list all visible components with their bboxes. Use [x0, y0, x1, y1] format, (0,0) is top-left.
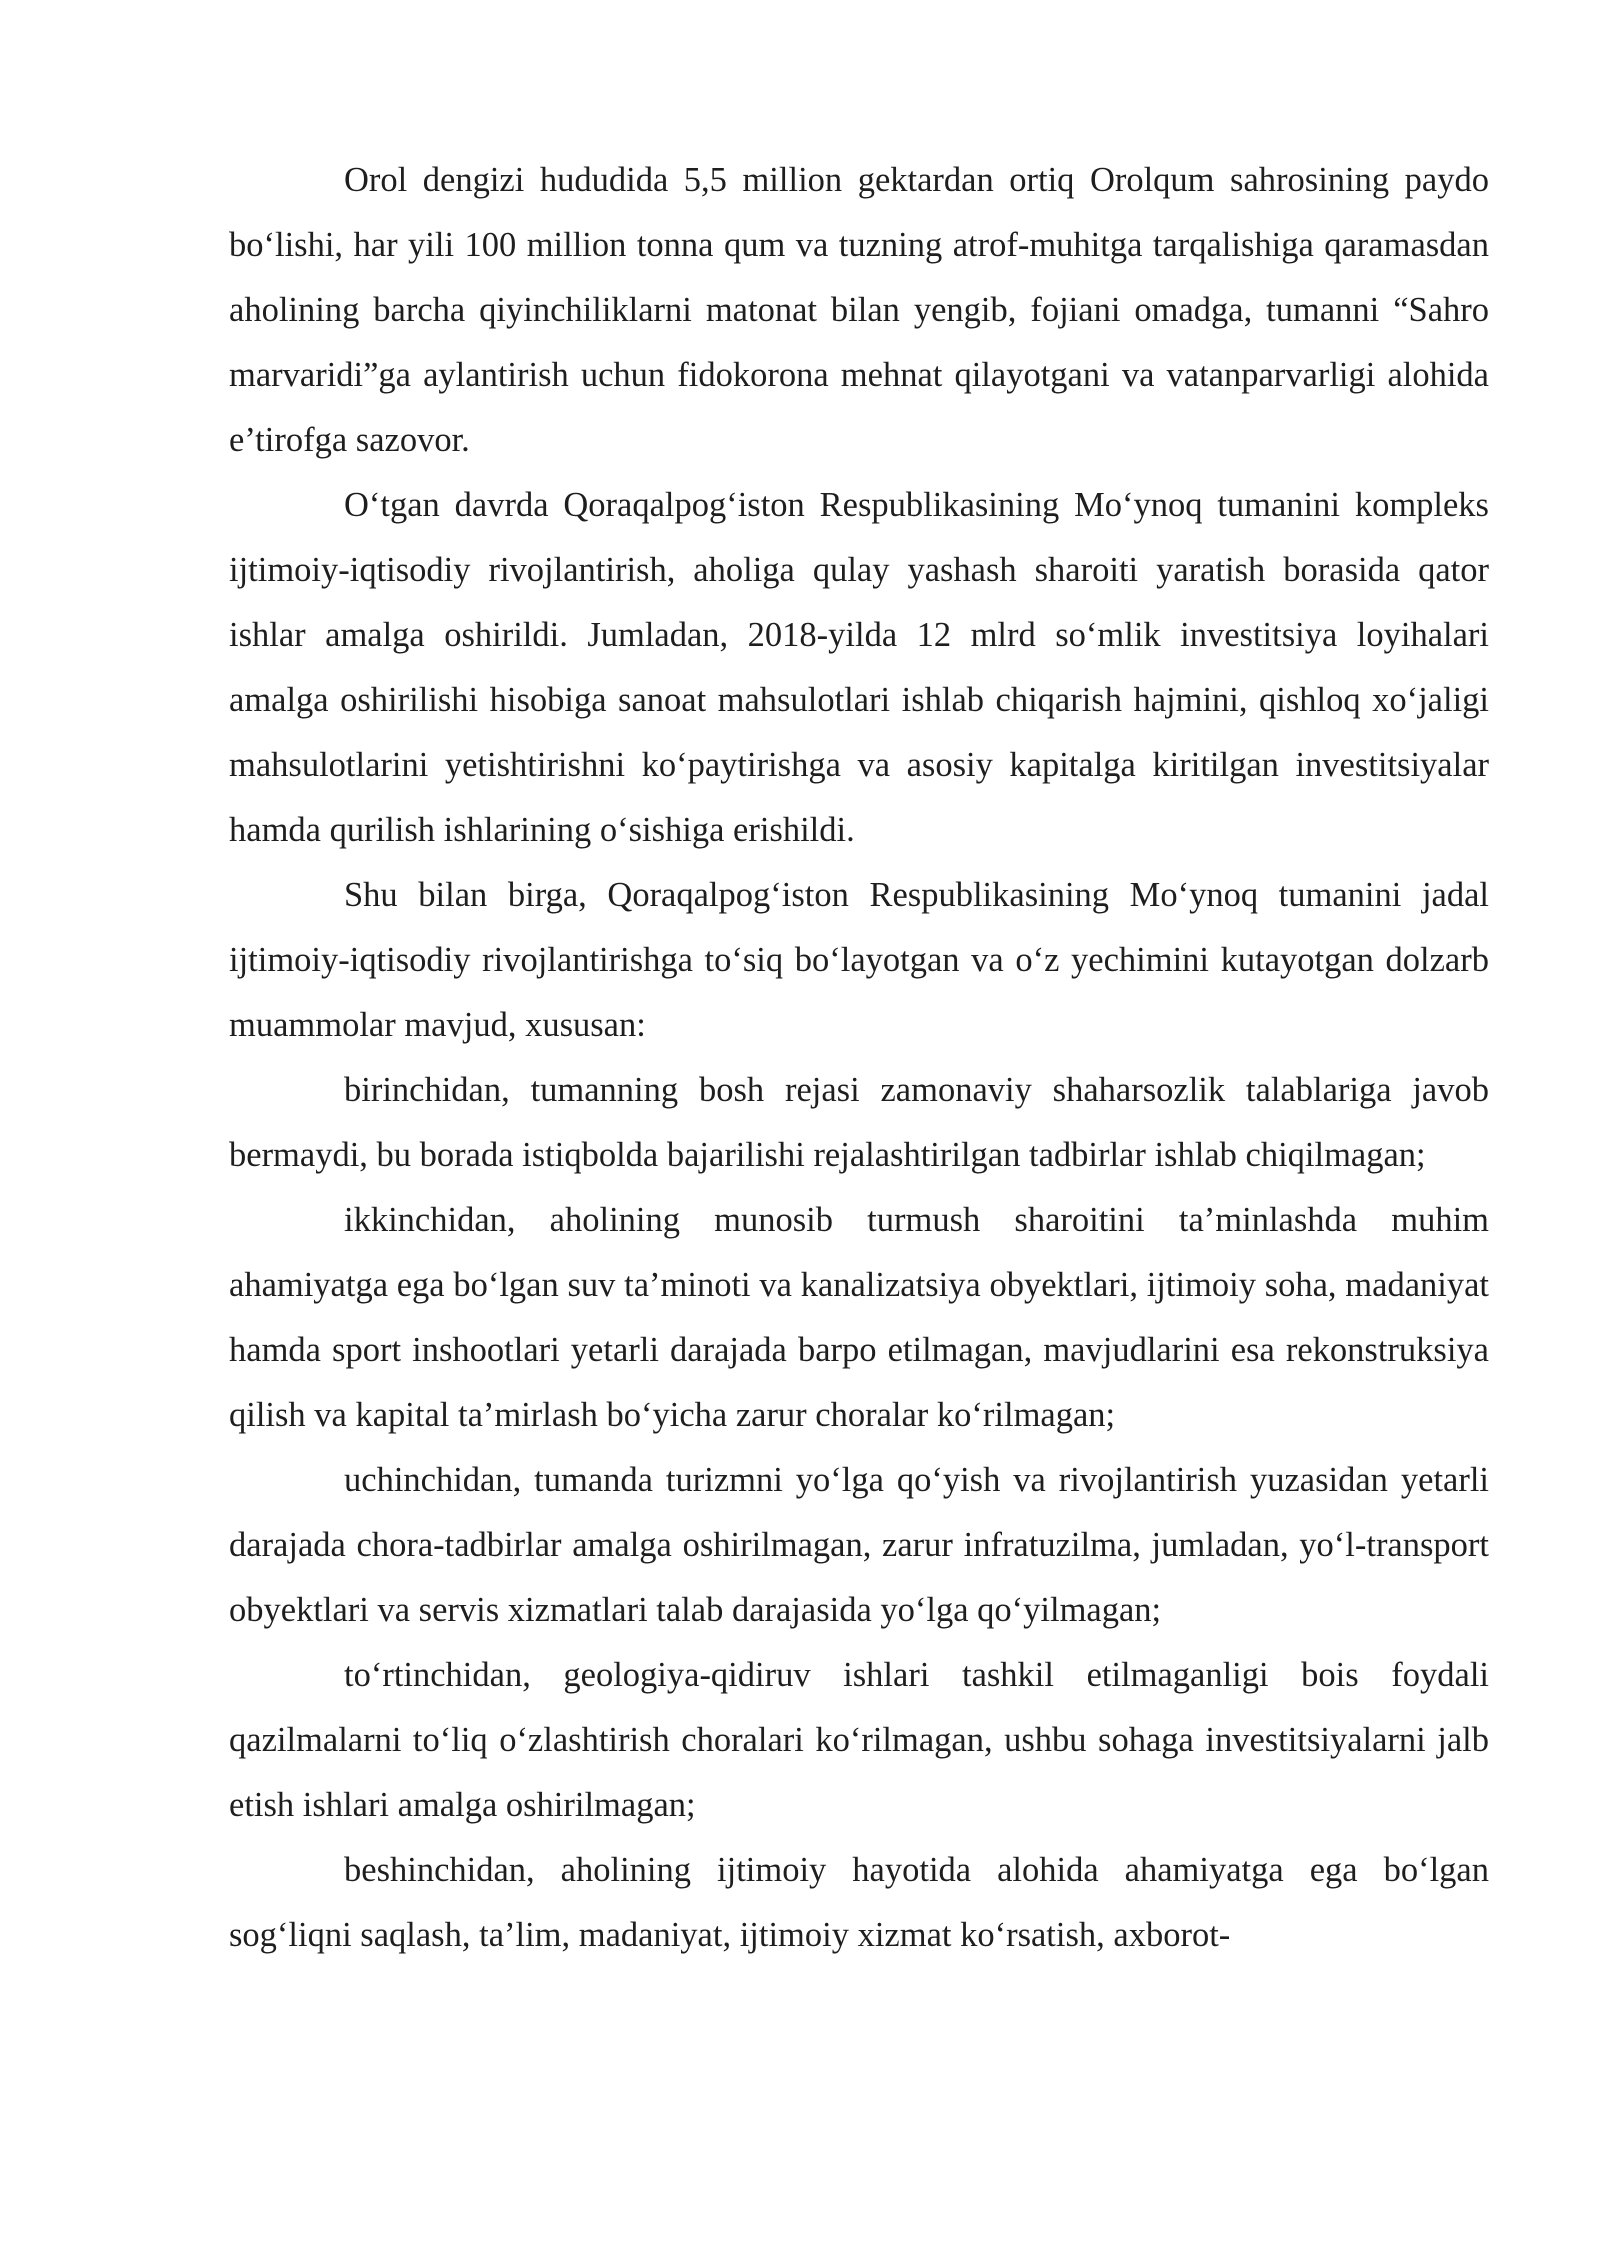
paragraph-fifth-problem: beshinchidan, aholining ijtimoiy hayotida alohida ahamiyatga ega bo‘lgan sog‘liqni saqlash, ta’lim, madaniyat, ijtimoiy xizmat ko‘rsatish, axborot- [229, 1851, 1489, 1954]
paragraph-problems-intro: Shu bilan birga, Qoraqalpog‘iston Respublikasining Mo‘ynoq tumanini jadal ijtimoiy-iqtisodiy rivojlantirishga to‘siq bo‘layotgan va o‘z yechimini kutayotgan dolzarb muammolar mavjud, xususan: [229, 876, 1489, 1044]
paragraph-third-problem: uchinchidan, tumanda turizmni yo‘lga qo‘yish va rivojlantirish yuzasidan yetarli darajada chora-tadbirlar amalga oshirilmagan, zarur infratuzilma, jumladan, yo‘l-transport obyektlari va servis xizmatlari talab darajasida yo‘lga qo‘yilmagan; [229, 1461, 1489, 1629]
document-body [229, 148, 1489, 1968]
paragraph-second-problem: ikkinchidan, aholining munosib turmush sharoitini ta’minlashda muhim ahamiyatga ega bo‘lgan suv ta’minoti va kanalizatsiya obyektlari, ijtimoiy soha, madaniyat hamda sport inshootlari yetarli darajada barpo etilmagan, mavjudlarini esa rekonstruksiya qilish va kapital ta’mirlash bo‘yicha zarur choralar ko‘rilmagan; [229, 1201, 1489, 1434]
paragraph-fourth-problem: to‘rtinchidan, geologiya-qidiruv ishlari tashkil etilmaganligi bois foydali qazilmalarni to‘liq o‘zlashtirish choralari ko‘rilmagan, ushbu sohaga investitsiyalarni jalb etish ishlari amalga oshirilmagan; [229, 1656, 1489, 1824]
paragraph-first-problem: birinchidan, tumanning bosh rejasi zamonaviy shaharsozlik talablariga javob bermaydi, bu borada istiqbolda bajarilishi rejalashtirilgan tadbirlar ishlab chiqilmagan; [229, 1071, 1489, 1174]
paragraph-past-period: O‘tgan davrda Qoraqalpog‘iston Respublikasining Mo‘ynoq tumanini kompleks ijtimoiy-iqtisodiy rivojlantirish, aholiga qulay yashash sharoiti yaratish borasida qator ishlar amalga oshirildi. Jumladan, 2018-yilda 12 mlrd so‘mlik investitsiya loyihalari amalga oshirilishi hisobiga sanoat mahsulotlari ishlab chiqarish hajmini, qishloq xo‘jaligi mahsulotlarini yetishtirishni ko‘paytirishga va asosiy kapitalga kiritilgan investitsiyalar hamda qurilish ishlarining o‘sishiga erishildi. [229, 486, 1489, 849]
paragraph-intro: Orol dengizi hududida 5,5 million gektardan ortiq Orolqum sahrosining paydo bo‘lishi, har yili 100 million tonna qum va tuzning atrof-muhitga tarqalishiga qaramasdan aholining barcha qiyinchiliklarni matonat bilan yengib, fojiani omadga, tumanni “Sahro marvaridi”ga aylantirish uchun fidokorona mehnat qilayotgani va vatanparvarligi alohida e’tirofga sazovor. [229, 161, 1489, 459]
